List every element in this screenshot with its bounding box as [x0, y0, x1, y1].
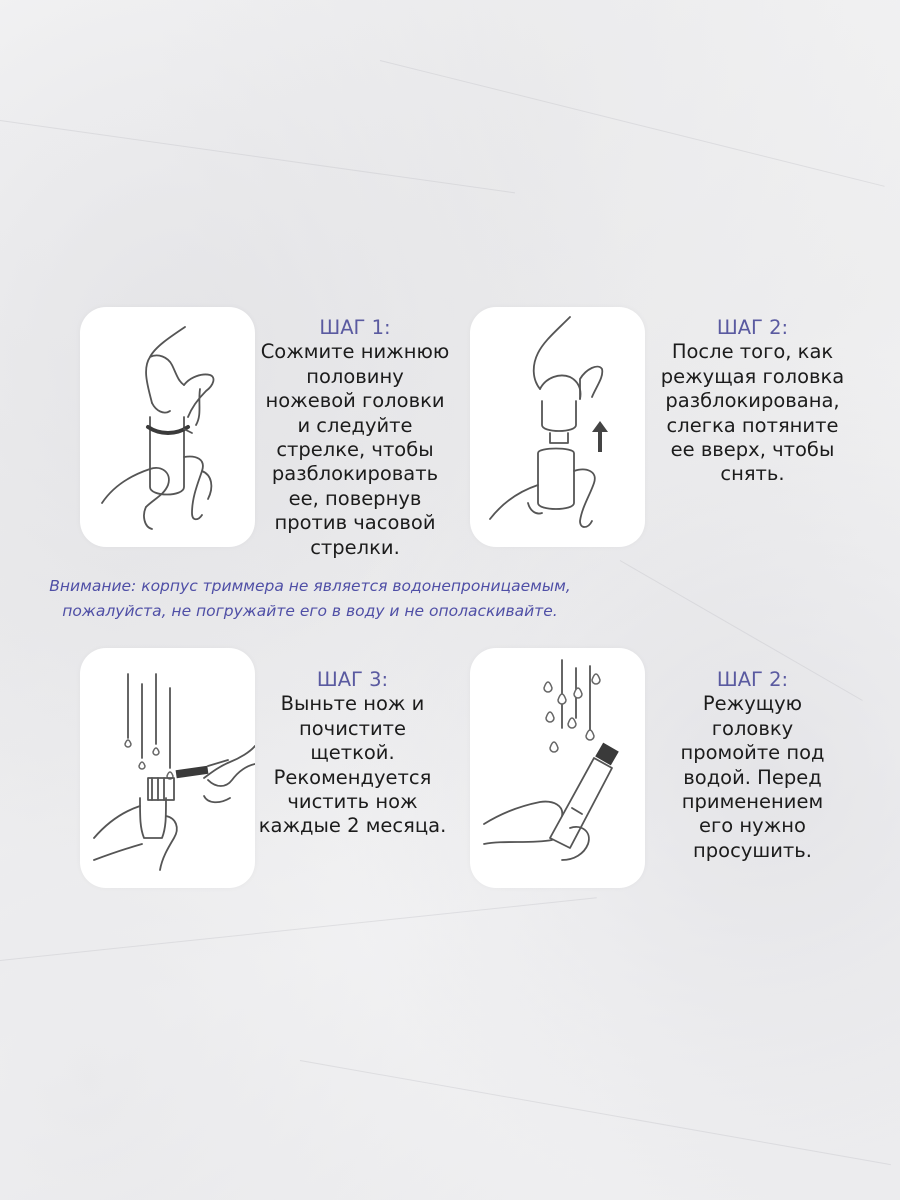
step3-line: почистите: [299, 716, 406, 740]
step3-illustration-card: [80, 648, 255, 888]
step2-line: ее вверх, чтобы: [670, 438, 835, 462]
step2-line: режущая головка: [660, 364, 845, 388]
step1-line: разблокировать: [271, 462, 439, 486]
step3-line: Выньте нож и: [280, 692, 425, 716]
step1-line: Сожмите нижнюю: [260, 340, 450, 364]
step1-text: [245, 316, 465, 560]
water-warning: [40, 574, 580, 624]
step2-line: разблокирована,: [665, 389, 840, 413]
marble-vein: [300, 1060, 891, 1165]
step4-illustration-card: [470, 648, 645, 888]
step2-line: снять.: [720, 462, 785, 486]
step1-line: против часовой: [274, 511, 436, 535]
step3-line: щеткой.: [310, 741, 395, 765]
step2-text: [645, 316, 860, 487]
step1-line: стрелки.: [310, 535, 400, 559]
warning-line: Внимание: корпус триммера не является водонепроницаемым,: [49, 577, 571, 595]
step1-line: стрелке, чтобы: [276, 438, 434, 462]
step2-illustration-card: [470, 307, 645, 547]
step1-illustration-card: [80, 307, 255, 547]
step3-text: [255, 668, 450, 839]
step3-line: Рекомендуется: [273, 765, 432, 789]
rinse-water-icon: [470, 648, 645, 888]
step3-title: ШАГ 3:: [316, 668, 389, 691]
step2-title: ШАГ 2:: [716, 316, 789, 339]
marble-vein: [0, 120, 515, 193]
step2-line: слегка потяните: [666, 413, 839, 437]
step4-line: применением: [681, 790, 824, 814]
step4-line: Режущую: [702, 692, 803, 716]
warning-line: пожалуйста, не погружайте его в воду и не ополаскивайте.: [62, 602, 558, 620]
step4-line: его нужно: [699, 814, 806, 838]
step4-line: промойте под: [680, 741, 825, 765]
step1-line: ее, повернув: [288, 486, 422, 510]
step4-line: водой. Перед: [683, 765, 822, 789]
step1-line: ножевой головки: [265, 389, 445, 413]
marble-vein: [380, 60, 885, 187]
twist-hand-icon: [80, 307, 255, 547]
step1-title: ШАГ 1:: [319, 316, 391, 339]
marble-vein: [0, 897, 597, 961]
step4-line: просушить.: [693, 838, 812, 862]
step1-line: и следуйте: [297, 413, 413, 437]
brush-clean-icon: [80, 648, 255, 888]
step3-line: каждые 2 месяца.: [258, 814, 447, 838]
step4-title: ШАГ 2:: [716, 668, 789, 691]
step4-line: головку: [711, 716, 794, 740]
step4-text: [645, 668, 860, 863]
step3-line: чистить нож: [287, 790, 418, 814]
step1-line: половину: [306, 364, 404, 388]
step2-line: После того, как: [671, 340, 834, 364]
pull-up-hand-icon: [470, 307, 645, 547]
